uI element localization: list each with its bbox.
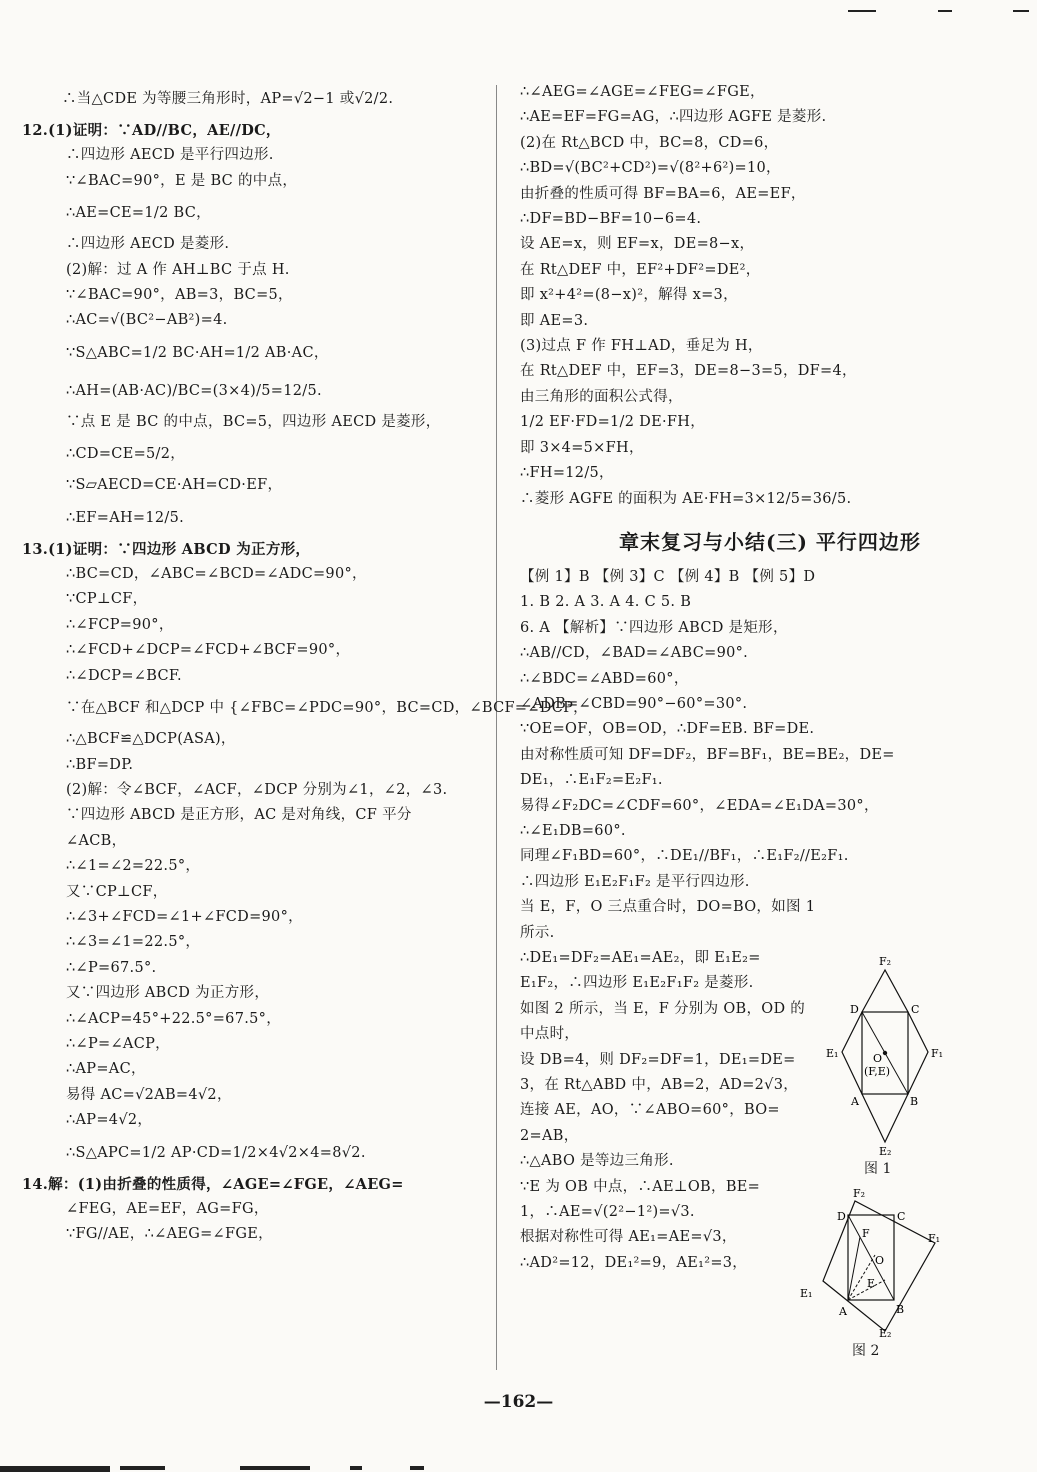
- right-bottom-line-1: 1. B 2. A 3. A 4. C 5. B: [520, 594, 692, 611]
- section-title: 章末复习与小结(三) 平行四边形: [619, 529, 921, 554]
- right-bottom-line-20: 3，在 Rt△ABD 中，AB=2，AD=2√3，: [520, 1077, 799, 1094]
- right-bottom-line-16: E₁F₂，∴四边形 E₁E₂F₁F₂ 是菱形.: [520, 975, 754, 992]
- left-line-17: ∵CP⊥CF，: [66, 591, 148, 608]
- fig2-label-C: C: [897, 1210, 906, 1223]
- figure-1: [820, 950, 950, 1162]
- right-top-line-12: 由三角形的面积公式得，: [520, 388, 683, 405]
- left-line-22: ∴△BCF≌△DCP(ASA)，: [66, 731, 236, 748]
- right-top-line-1: ∴AE=EF=FG=AG，∴四边形 AGFE 是菱形.: [520, 109, 827, 126]
- right-bottom-line-10: ∴∠E₁DB=60°.: [520, 822, 626, 839]
- left-line-21: ∵在△BCF 和△DCP 中 {∠FBC=∠PDC=90°，BC=CD，∠BCF=∠DCP，: [66, 700, 588, 717]
- left-line-34: ∴∠P=∠ACP，: [66, 1035, 170, 1052]
- right-bottom-line-19: 设 DB=4，则 DF₂=DF=1，DE₁=DE=: [520, 1051, 796, 1068]
- right-top-line-5: ∴DF=BD−BF=10−6=4.: [520, 211, 702, 228]
- top-mark-3: [1013, 10, 1029, 12]
- right-bottom-line-18: 中点时，: [520, 1026, 580, 1043]
- left-line-2: ∴四边形 AECD 是平行四边形.: [66, 147, 274, 164]
- right-top-line-9: 即 AE=3.: [520, 312, 589, 329]
- right-bottom-line-17: 如图 2 所示，当 E，F 分别为 OB，OD 的: [520, 1000, 806, 1017]
- left-line-20: ∴∠DCP=∠BCF.: [66, 667, 182, 684]
- left-line-13: ∵S▱AECD=CE·AH=CD·EF，: [66, 477, 283, 494]
- right-top-line-0: ∴∠AEG=∠AGE=∠FEG=∠FGE，: [520, 84, 765, 100]
- left-line-28: 又∵CP⊥CF，: [66, 883, 168, 900]
- left-line-10: ∴AH=(AB·AC)/BC=(3×4)/5=12/5.: [66, 382, 322, 399]
- fig2-label-F1: F₁: [928, 1232, 941, 1245]
- right-bottom-line-15: ∴DE₁=DF₂=AE₁=AE₂，即 E₁E₂=: [520, 950, 761, 966]
- right-bottom-line-8: DE₁，∴E₁F₂=E₂F₁.: [520, 772, 663, 789]
- top-mark-2: [938, 10, 952, 12]
- fig1-label-D: D: [850, 1003, 859, 1016]
- right-top-line-2: (2)在 Rt△BCD 中，BC=8，CD=6，: [520, 134, 779, 151]
- bottom-mark-2: [120, 1466, 165, 1470]
- left-line-14: ∴EF=AH=12/5.: [66, 509, 185, 526]
- figure-2-caption: 图 2: [852, 1343, 880, 1359]
- fig1-label-E2: E₂: [879, 1145, 892, 1158]
- right-bottom-line-24: ∵E 为 OB 中点，∴AE⊥OB，BE=: [520, 1178, 761, 1195]
- right-top-line-4: 由折叠的性质可得 BF=BA=6，AE=EF，: [520, 185, 806, 202]
- bottom-mark-3: [240, 1466, 310, 1470]
- fig1-label-E1: E₁: [826, 1047, 839, 1060]
- fig2-label-E1: E₁: [800, 1287, 813, 1300]
- fig2-label-F: F: [862, 1227, 870, 1240]
- right-bottom-line-21: 连接 AE，AO，∵∠ABO=60°，BO=: [520, 1102, 780, 1119]
- right-top-line-15: ∴FH=12/5，: [520, 465, 614, 482]
- right-bottom-line-9: 易得∠F₂DC=∠CDF=60°，∠EDA=∠E₁DA=30°，: [520, 797, 879, 814]
- right-bottom-line-4: ∴∠BDC=∠ABD=60°，: [520, 670, 689, 687]
- fig2-label-O: O: [875, 1254, 885, 1267]
- left-line-41: ∵FG//AE，∴∠AEG=∠FGE，: [66, 1226, 273, 1243]
- fig2-label-B: B: [896, 1303, 905, 1316]
- right-bottom-line-3: ∴AB//CD，∠BAD=∠ABC=90°.: [520, 645, 749, 662]
- right-top-line-6: 设 AE=x，则 EF=x，DE=8−x，: [520, 236, 755, 253]
- bottom-mark-1: [0, 1466, 110, 1472]
- fig2-label-D: D: [837, 1210, 846, 1223]
- left-line-27: ∴∠1=∠2=22.5°，: [66, 858, 201, 875]
- fig1-label-C: C: [911, 1003, 920, 1016]
- left-line-18: ∴∠FCP=90°，: [66, 616, 174, 633]
- left-line-24: (2)解：令∠BCF，∠ACF，∠DCP 分别为∠1，∠2，∠3.: [66, 781, 448, 798]
- left-line-32: 又∵四边形 ABCD 为正方形，: [66, 985, 270, 1002]
- fig1-label-F2: F₂: [879, 955, 892, 968]
- left-line-19: ∴∠FCD+∠DCP=∠FCD+∠BCF=90°，: [66, 642, 351, 659]
- left-line-7: ∵∠BAC=90°，AB=3，BC=5，: [66, 287, 293, 304]
- right-top-line-8: 即 x²+4²=(8−x)²，解得 x=3，: [520, 287, 738, 304]
- fig2-label-E2: E₂: [879, 1327, 892, 1340]
- right-bottom-line-22: 2=AB，: [520, 1127, 579, 1144]
- right-bottom-line-2: 6. A 【解析】∵四边形 ABCD 是矩形，: [520, 619, 788, 636]
- fig1-label-F1: F₁: [931, 1047, 944, 1060]
- right-top-line-16: ∴菱形 AGFE 的面积为 AE·FH=3×12/5=36/5.: [520, 490, 852, 507]
- right-top-line-13: 1/2 EF·FD=1/2 DE·FH，: [520, 414, 706, 431]
- right-bottom-line-14: 所示.: [520, 924, 555, 941]
- right-top-block: [520, 80, 1020, 512]
- fig1-label-A: A: [851, 1095, 859, 1108]
- right-bottom-line-5: ∠ADB=∠CBD=90°−60°=30°.: [520, 695, 748, 712]
- left-line-40: ∠FEG，AE=EF，AG=FG，: [66, 1201, 269, 1217]
- left-line-37: ∴AP=4√2，: [66, 1112, 153, 1129]
- right-top-line-3: ∴BD=√(BC²+CD²)=√(8²+6²)=10，: [520, 160, 781, 177]
- right-bottom-line-13: 当 E，F，O 三点重合时，DO=BO，如图 1: [520, 899, 816, 916]
- left-line-5: ∴四边形 AECD 是菱形.: [66, 236, 230, 253]
- left-line-16: ∴BC=CD，∠ABC=∠BCD=∠ADC=90°，: [66, 566, 367, 583]
- right-bottom-line-11: 同理∠F₁BD=60°，∴DE₁//BF₁，∴E₁F₂//E₂F₁.: [520, 848, 849, 865]
- right-bottom-line-27: ∴AD²=12，DE₁²=9，AE₁²=3，: [520, 1254, 748, 1271]
- right-top-line-10: (3)过点 F 作 FH⊥AD，垂足为 H，: [520, 338, 763, 355]
- left-line-38: ∴S△APC=1/2 AP·CD=1/2×4√2×4=8√2.: [66, 1144, 366, 1161]
- left-line-11: ∵点 E 是 BC 的中点，BC=5，四边形 AECD 是菱形，: [66, 413, 441, 430]
- fig1-label-FE: (F,E): [864, 1065, 891, 1078]
- right-top-line-11: 在 Rt△DEF 中，EF=3，DE=8−3=5，DF=4，: [520, 363, 857, 380]
- right-top-line-7: 在 Rt△DEF 中，EF²+DF²=DE²，: [520, 261, 761, 278]
- left-line-8: ∴AC=√(BC²−AB²)=4.: [66, 312, 228, 329]
- right-top-line-14: 即 3×4=5×FH，: [520, 439, 644, 456]
- fig2-label-E: E: [867, 1277, 876, 1290]
- right-bottom-line-23: ∴△ABO 是等边三角形.: [520, 1153, 674, 1170]
- page-number: —162—: [483, 1392, 554, 1412]
- left-line-25: ∵四边形 ABCD 是正方形，AC 是对角线，CF 平分: [66, 807, 412, 824]
- left-line-3: ∵∠BAC=90°，E 是 BC 的中点，: [66, 172, 298, 189]
- right-bottom-line-25: 1，∴AE=√(2²−1²)=√3.: [520, 1204, 695, 1221]
- right-bottom-line-12: ∴四边形 E₁E₂F₁F₂ 是平行四边形.: [520, 873, 750, 890]
- left-line-12: ∴CD=CE=5/2，: [66, 446, 186, 463]
- left-line-4: ∴AE=CE=1/2 BC，: [66, 205, 211, 222]
- right-bottom-block: [520, 565, 1020, 1276]
- right-bottom-line-0: 【例 1】B 【例 3】C 【例 4】B 【例 5】D: [520, 568, 816, 585]
- left-line-36: 易得 AC=√2AB=4√2，: [66, 1086, 232, 1103]
- fig1-label-O: O: [873, 1052, 883, 1065]
- fig2-label-A: A: [839, 1305, 847, 1318]
- fig2-label-F2: F₂: [853, 1187, 866, 1200]
- left-line-6: (2)解：过 A 作 AH⊥BC 于点 H.: [66, 261, 290, 278]
- left-line-30: ∴∠3=∠1=22.5°，: [66, 934, 201, 951]
- left-line-15: 13.(1)证明：∵四边形 ABCD 为正方形，: [22, 540, 311, 558]
- right-bottom-line-7: 由对称性质可知 DF=DF₂，BF=BF₁，BE=BE₂，DE=: [520, 746, 895, 763]
- left-line-39: 14.解：(1)由折叠的性质得，∠AGE=∠FGE，∠AEG=: [22, 1175, 404, 1193]
- left-line-9: ∵S△ABC=1/2 BC·AH=1/2 AB·AC，: [66, 344, 329, 361]
- bottom-mark-5: [410, 1466, 424, 1470]
- bottom-mark-4: [350, 1466, 362, 1470]
- left-line-29: ∴∠3+∠FCD=∠1+∠FCD=90°，: [66, 908, 303, 925]
- left-line-35: ∴AP=AC，: [66, 1061, 146, 1078]
- right-bottom-line-6: ∵OE=OF，OB=OD，∴DF=EB. BF=DE.: [520, 721, 815, 738]
- column-divider: [496, 85, 497, 1370]
- left-line-26: ∠ACB，: [66, 832, 127, 849]
- right-bottom-line-26: 根据对称性可得 AE₁=AE=√3，: [520, 1229, 737, 1246]
- fig1-label-B: B: [910, 1095, 919, 1108]
- left-line-33: ∴∠ACP=45°+22.5°=67.5°，: [66, 1010, 282, 1027]
- figure-1-caption: 图 1: [864, 1161, 892, 1177]
- left-line-1: 12.(1)证明：∵AD//BC，AE//DC，: [22, 122, 281, 139]
- figure-2: [795, 1185, 950, 1345]
- top-mark-1: [848, 10, 876, 12]
- left-line-31: ∴∠P=67.5°.: [66, 959, 157, 976]
- left-line-0: ∴当△CDE 为等腰三角形时，AP=√2−1 或√2/2.: [62, 91, 394, 107]
- left-line-23: ∴BF=DP.: [66, 756, 134, 773]
